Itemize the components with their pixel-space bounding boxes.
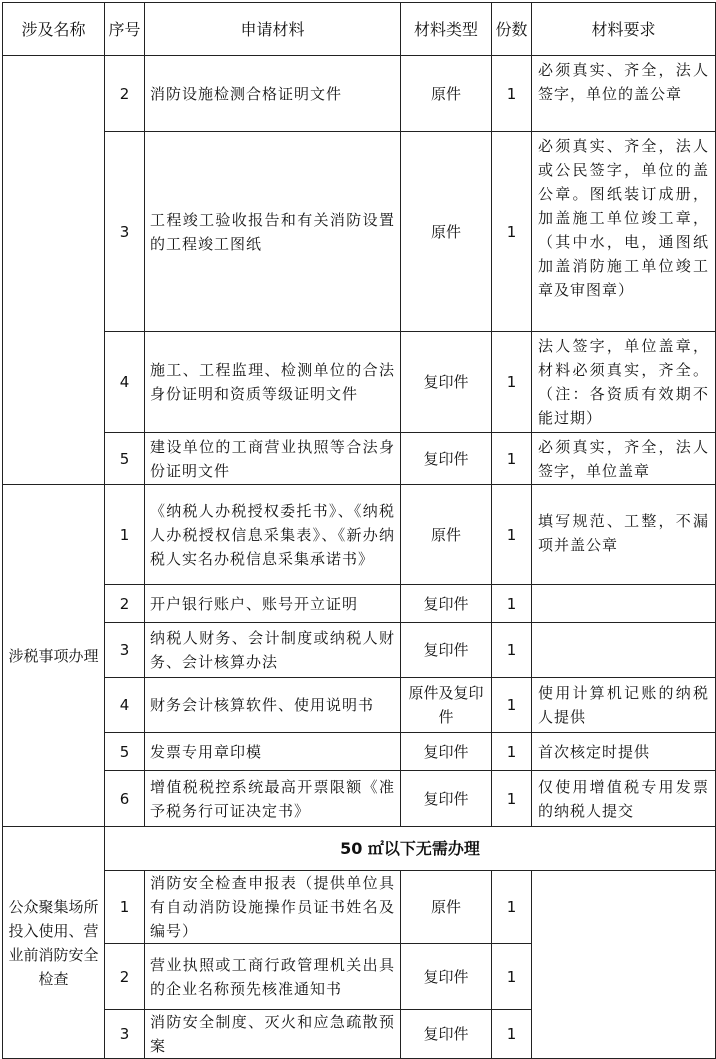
count-cell: 1 (492, 623, 532, 678)
type-cell: 复印件 (401, 771, 492, 827)
count-cell: 1 (492, 585, 532, 623)
requirement-cell: 仅使用增值税专用发票的纳税人提交 (532, 771, 716, 827)
count-cell: 1 (492, 485, 532, 585)
table-row (3, 623, 716, 678)
material-cell: 工程竣工验收报告和有关消防设置的工程竣工图纸 (145, 132, 401, 332)
material-cell: 建设单位的工商营业执照等合法身份证明文件 (145, 433, 401, 485)
count-cell: 1 (492, 1010, 532, 1059)
type-cell: 复印件 (401, 623, 492, 678)
table-row (3, 771, 716, 827)
seq-cell: 4 (105, 678, 145, 733)
seq-cell: 2 (105, 944, 145, 1010)
material-cell: 消防安全制度、灭火和应急疏散预案 (145, 1010, 401, 1059)
requirement-cell (532, 623, 716, 678)
category-cell: 公众聚集场所投入使用、营业前消防安全检查 (3, 827, 105, 1059)
count-cell: 1 (492, 56, 532, 132)
notice-banner: 50 ㎡以下无需办理 (105, 827, 716, 871)
count-cell: 1 (492, 678, 532, 733)
requirement-cell-empty (532, 871, 716, 1059)
requirement-cell: 必须真实，齐全，法人签字，单位盖章 (532, 433, 716, 485)
type-cell: 原件 (401, 132, 492, 332)
requirement-cell: 填写规范、工整，不漏项并盖公章 (532, 485, 716, 585)
type-cell: 原件 (401, 485, 492, 585)
table-row (3, 132, 716, 332)
type-cell: 复印件 (401, 944, 492, 1010)
table-row (3, 56, 716, 132)
table-row (3, 871, 716, 944)
material-cell: 消防安全检查申报表（提供单位具有自动消防设施操作员证书姓名及编号） (145, 871, 401, 944)
material-cell: 营业执照或工商行政管理机关出具的企业名称预先核准通知书 (145, 944, 401, 1010)
type-cell: 原件及复印件 (401, 678, 492, 733)
count-cell: 1 (492, 871, 532, 944)
header-material: 申请材料 (145, 3, 401, 56)
count-cell: 1 (492, 332, 532, 433)
seq-cell: 4 (105, 332, 145, 433)
requirement-cell: 必须真实、齐全，法人或公民签字，单位的盖公章。图纸装订成册，加盖施工单位竣工章，（其中水，电，通图纸加盖消防施工单位竣工章及审图章） (532, 132, 716, 332)
count-cell: 1 (492, 433, 532, 485)
type-cell: 复印件 (401, 733, 492, 771)
header-requirement: 材料要求 (532, 3, 716, 56)
material-cell: 发票专用章印模 (145, 733, 401, 771)
seq-cell: 2 (105, 56, 145, 132)
count-cell: 1 (492, 944, 532, 1010)
table-row (3, 733, 716, 771)
category-cell: 涉税事项办理 (3, 485, 105, 827)
count-cell: 1 (492, 132, 532, 332)
requirement-cell: 使用计算机记账的纳税人提供 (532, 678, 716, 733)
type-cell: 复印件 (401, 1010, 492, 1059)
header-row (3, 3, 716, 56)
seq-cell: 5 (105, 733, 145, 771)
header-type: 材料类型 (401, 3, 492, 56)
category-cell-empty (3, 56, 105, 485)
type-cell: 复印件 (401, 332, 492, 433)
seq-cell: 1 (105, 485, 145, 585)
table-row (3, 433, 716, 485)
requirement-cell (532, 585, 716, 623)
header-seq: 序号 (105, 3, 145, 56)
requirement-cell: 必须真实、齐全，法人签字，单位的盖公章 (532, 56, 716, 132)
header-count: 份数 (492, 3, 532, 56)
seq-cell: 3 (105, 132, 145, 332)
material-cell: 消防设施检测合格证明文件 (145, 56, 401, 132)
material-cell: 增值税税控系统最高开票限额《准予税务行可证决定书》 (145, 771, 401, 827)
count-cell: 1 (492, 733, 532, 771)
type-cell: 复印件 (401, 433, 492, 485)
requirement-cell: 首次核定时提供 (532, 733, 716, 771)
seq-cell: 6 (105, 771, 145, 827)
material-cell: 财务会计核算软件、使用说明书 (145, 678, 401, 733)
type-cell: 原件 (401, 56, 492, 132)
seq-cell: 2 (105, 585, 145, 623)
table-row (3, 585, 716, 623)
header-category: 涉及名称 (3, 3, 105, 56)
count-cell: 1 (492, 771, 532, 827)
seq-cell: 1 (105, 871, 145, 944)
requirement-cell: 法人签字，单位盖章，材料必须真实，齐全。（注：各资质有效期不能过期） (532, 332, 716, 433)
table-row (3, 485, 716, 585)
type-cell: 复印件 (401, 585, 492, 623)
material-cell: 开户银行账户、账号开立证明 (145, 585, 401, 623)
table-row (3, 827, 716, 871)
seq-cell: 3 (105, 623, 145, 678)
material-cell: 《纳税人办税授权委托书》、《纳税人办税授权信息采集表》、《新办纳税人实名办税信息采集承诺书》 (145, 485, 401, 585)
material-cell: 纳税人财务、会计制度或纳税人财务、会计核算办法 (145, 623, 401, 678)
seq-cell: 3 (105, 1010, 145, 1059)
type-cell: 原件 (401, 871, 492, 944)
table-row (3, 678, 716, 733)
material-cell: 施工、工程监理、检测单位的合法身份证明和资质等级证明文件 (145, 332, 401, 433)
seq-cell: 5 (105, 433, 145, 485)
table-row (3, 332, 716, 433)
materials-table (2, 2, 716, 1059)
